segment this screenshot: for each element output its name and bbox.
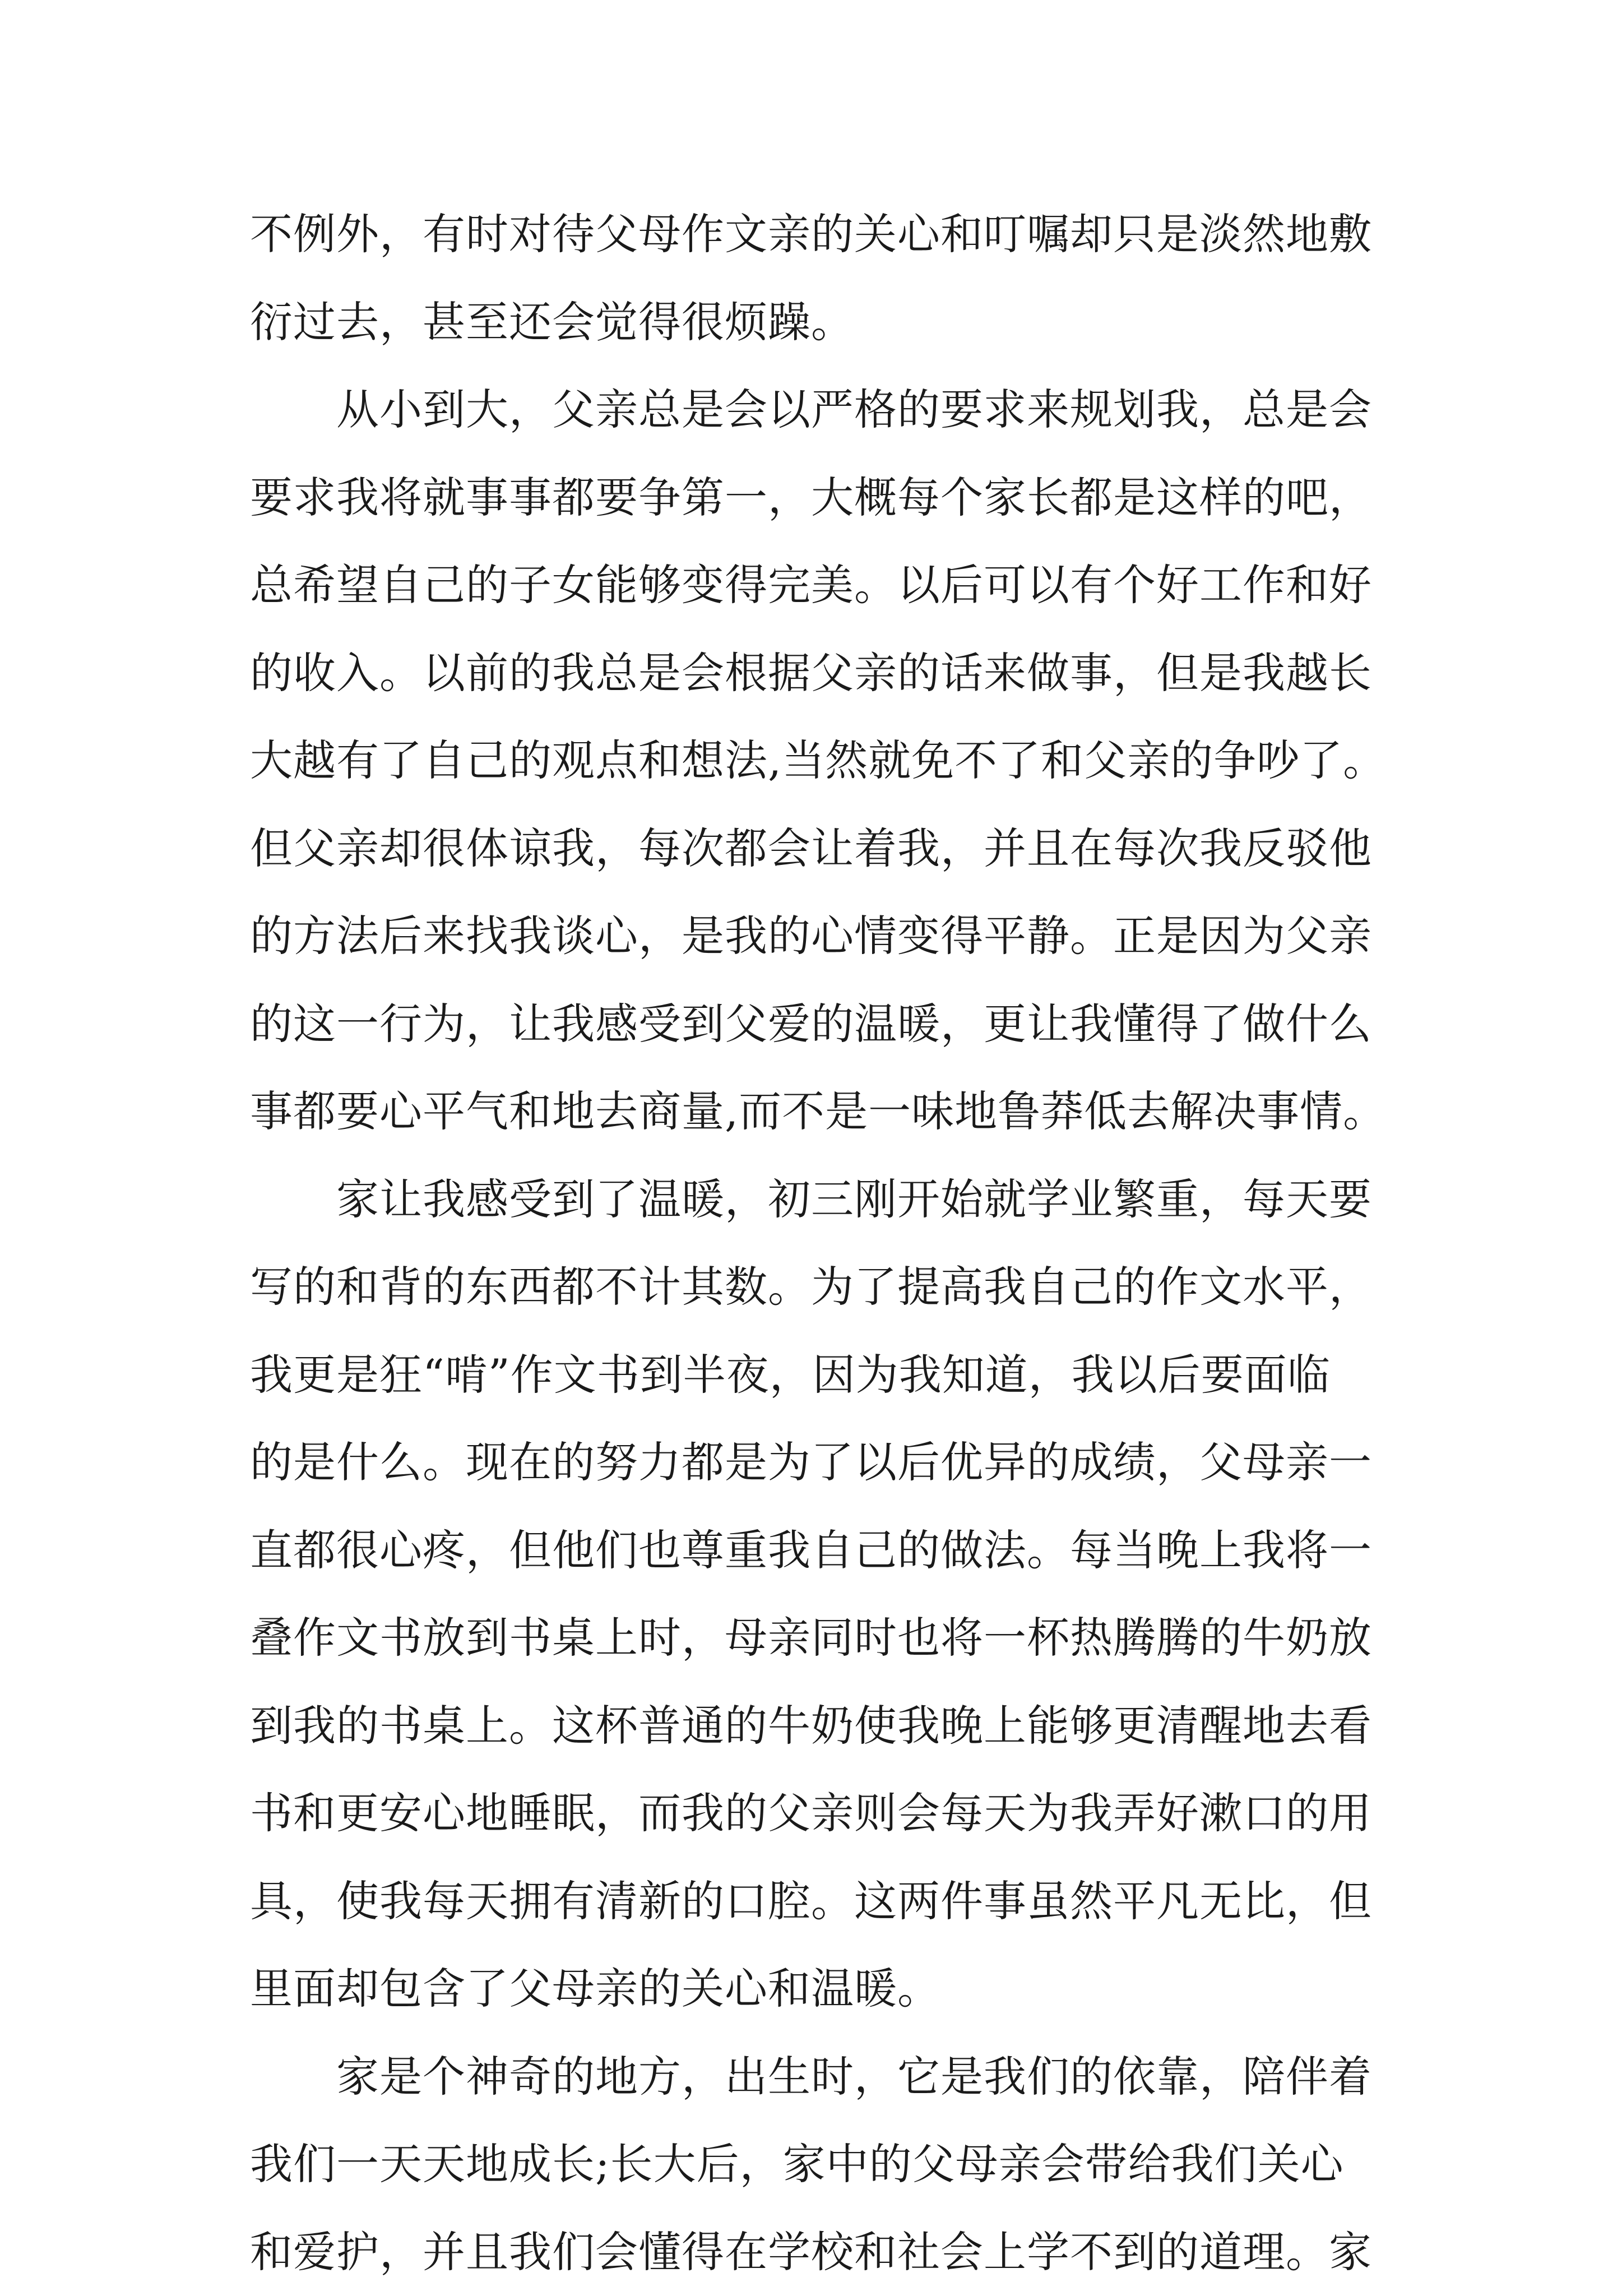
- text-line: 家是个神奇的地方，出生时，它是我们的依靠，陪伴着: [250, 2033, 1377, 2121]
- text-line: 直都很心疼，但他们也尊重我自己的做法。每当晚上我将一: [250, 1507, 1377, 1595]
- text-line: 总希望自己的子女能够变得完美。以后可以有个好工作和好: [250, 541, 1377, 629]
- text-line: 的这一行为，让我感受到父爱的温暖，更让我懂得了做什么: [250, 980, 1377, 1068]
- text-line: 要求我将就事事都要争第一，大概每个家长都是这样的吧，: [250, 454, 1377, 542]
- text-line: 写的和背的东西都不计其数。为了提高我自己的作文水平，: [250, 1243, 1377, 1331]
- text-line: 到我的书桌上。这杯普通的牛奶使我晚上能够更清醒地去看: [250, 1682, 1377, 1770]
- text-line: 从小到大，父亲总是会以严格的要求来规划我，总是会: [250, 366, 1377, 454]
- text-line: 的方法后来找我谈心，是我的心情变得平静。正是因为父亲: [250, 892, 1377, 980]
- text-line: 书和更安心地睡眠，而我的父亲则会每天为我弄好漱口的用: [250, 1770, 1377, 1858]
- text-line: 不例外，有时对待父母作文亲的关心和叮嘱却只是淡然地敷: [250, 191, 1377, 279]
- text-line: 事都要心平气和地去商量,而不是一味地鲁莽低去解决事情。: [250, 1068, 1377, 1156]
- text-line: 大越有了自己的观点和想法,当然就免不了和父亲的争吵了。: [250, 717, 1377, 805]
- text-line: 家让我感受到了温暖，初三刚开始就学业繁重，每天要: [250, 1156, 1377, 1244]
- text-line: 衍过去，甚至还会觉得很烦躁。: [250, 279, 1377, 367]
- essay-text: [250, 191, 1377, 2296]
- text-line: 里面却包含了父母亲的关心和温暖。: [250, 1945, 1377, 2033]
- text-line: 和爱护，并且我们会懂得在学校和社会上学不到的道理。家: [250, 2209, 1377, 2296]
- text-line: 我更是狂“啃”作文书到半夜，因为我知道，我以后要面临: [250, 1331, 1377, 1419]
- text-line: 的收入。以前的我总是会根据父亲的话来做事，但是我越长: [250, 629, 1377, 718]
- text-line: 叠作文书放到书桌上时，母亲同时也将一杯热腾腾的牛奶放: [250, 1594, 1377, 1682]
- text-line: 的是什么。现在的努力都是为了以后优异的成绩，父母亲一: [250, 1419, 1377, 1507]
- text-line: 具，使我每天拥有清新的口腔。这两件事虽然平凡无比，但: [250, 1858, 1377, 1946]
- text-line: 但父亲却很体谅我，每次都会让着我，并且在每次我反驳他: [250, 805, 1377, 893]
- text-line: 我们一天天地成长;长大后，家中的父母亲会带给我们关心: [250, 2121, 1377, 2209]
